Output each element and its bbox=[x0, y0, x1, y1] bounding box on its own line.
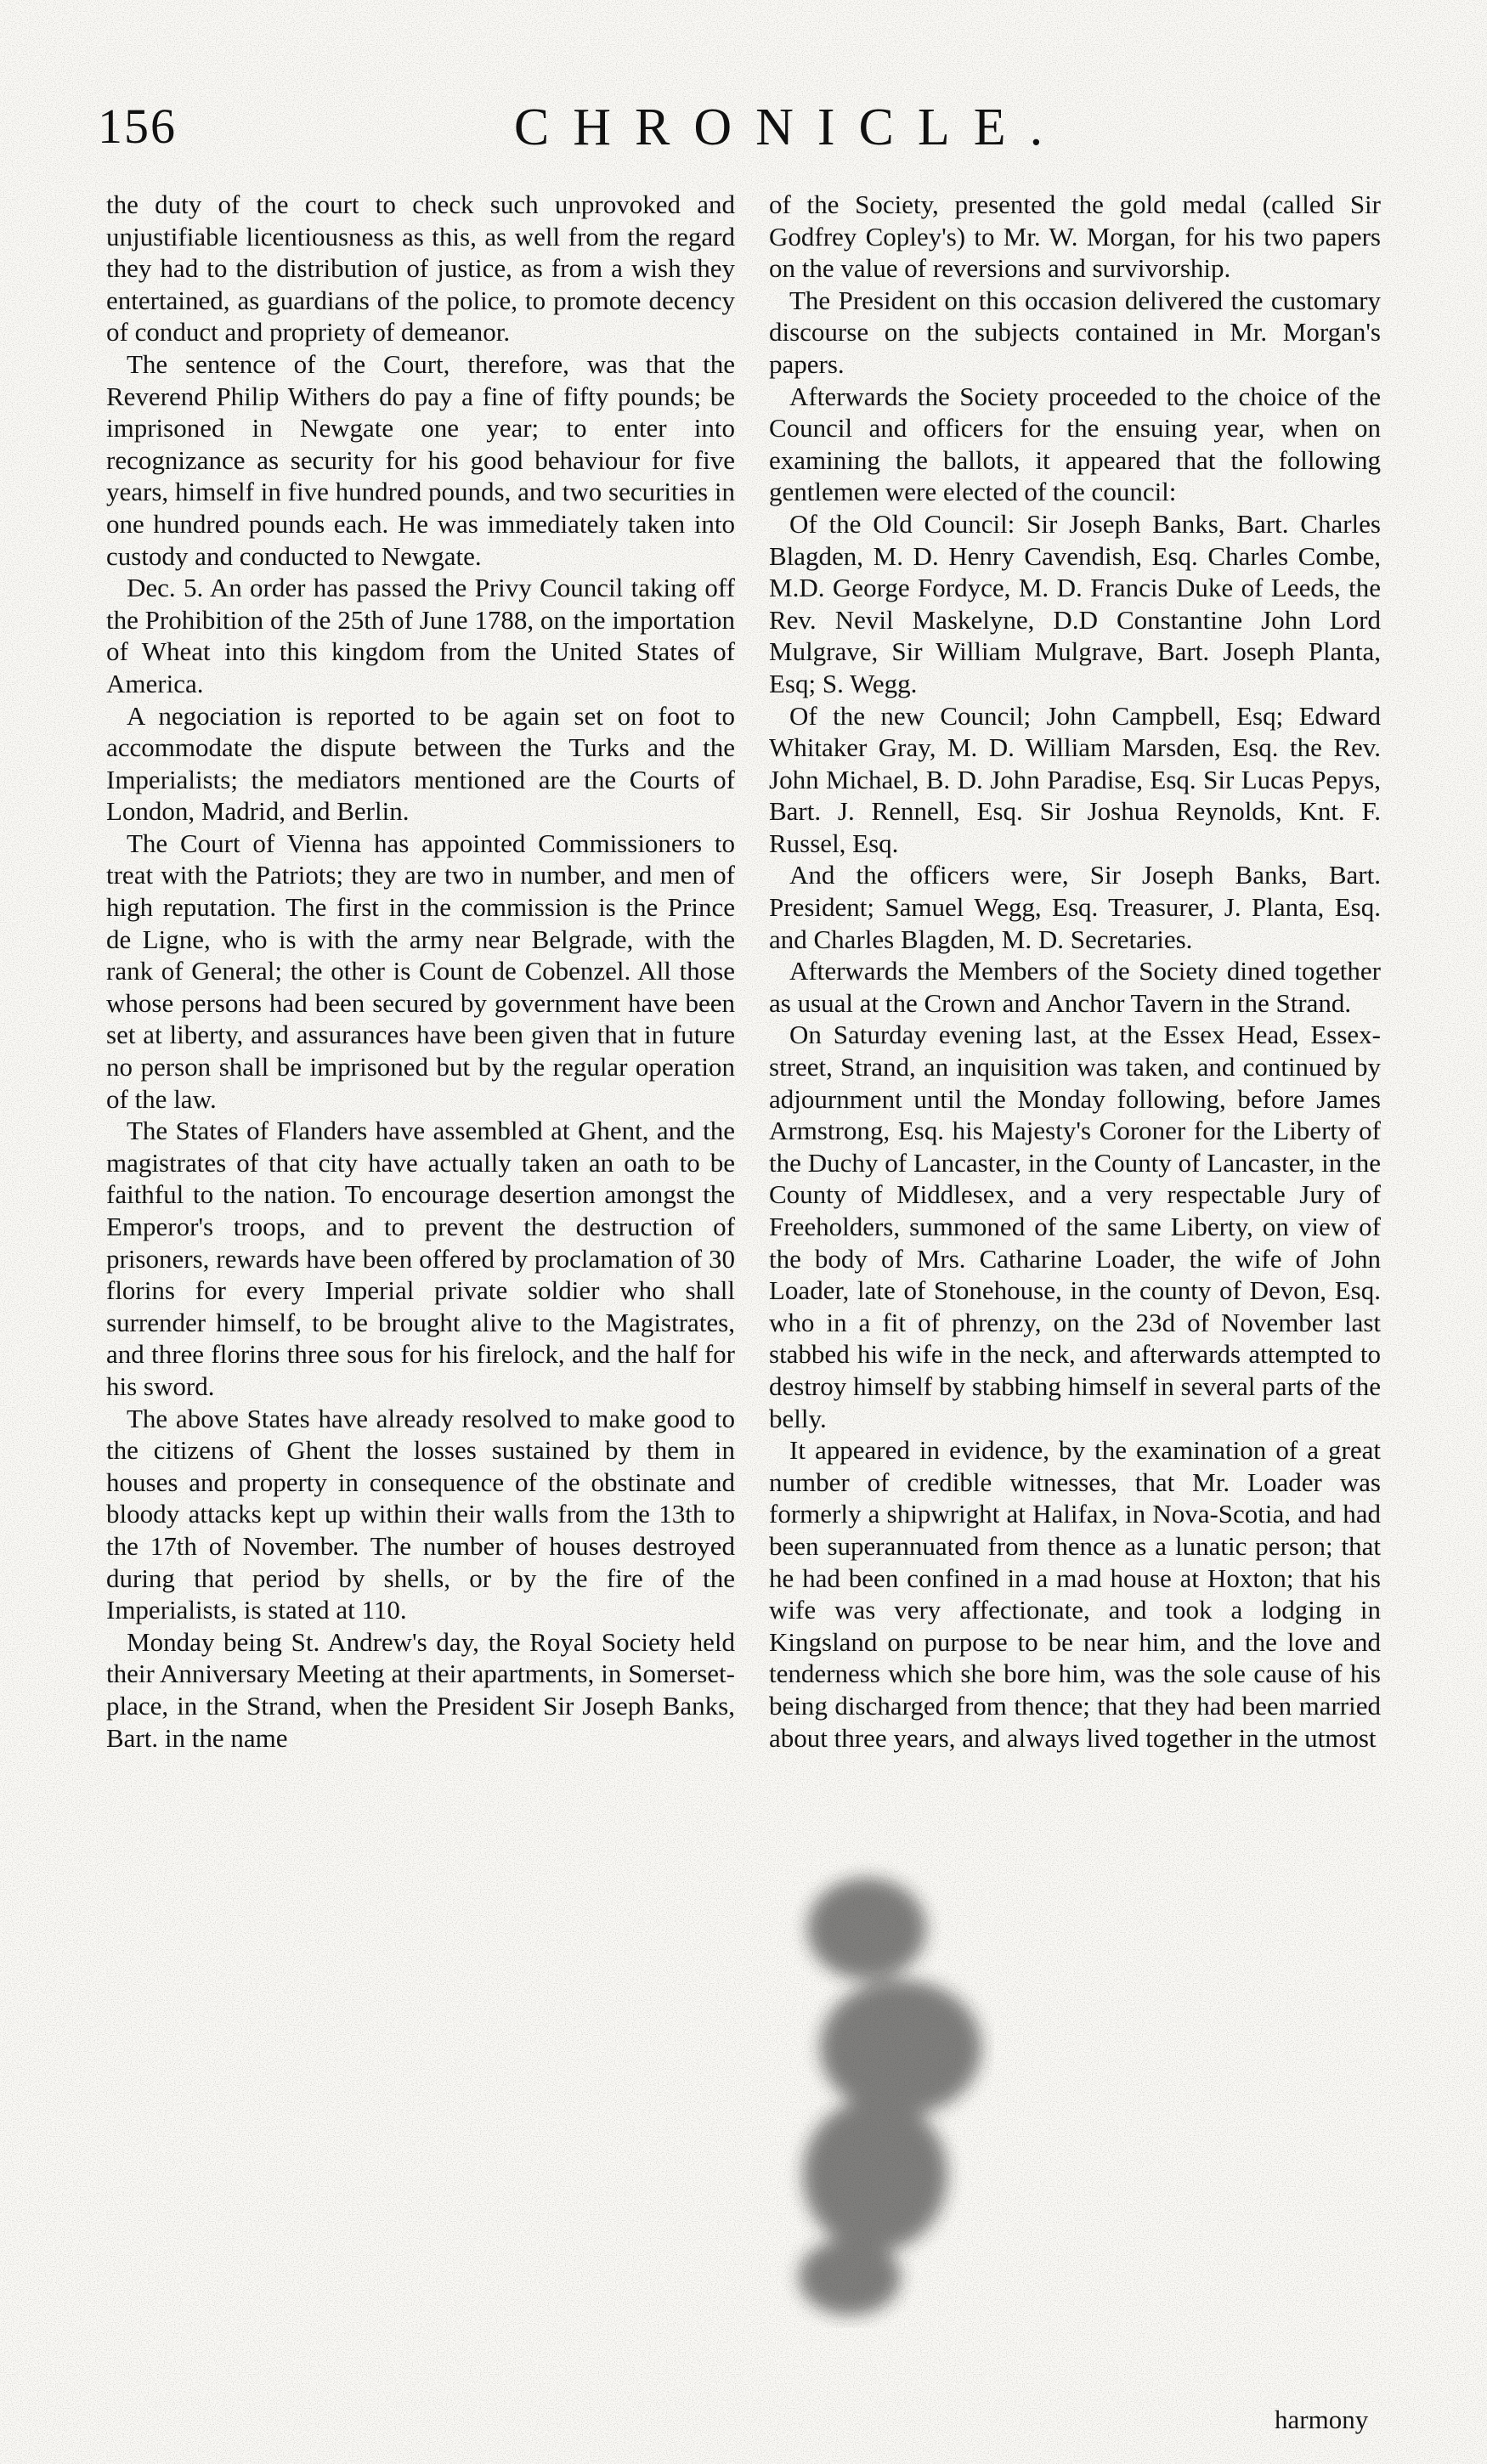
article-paragraph: Afterwards the Society proceeded to the choice of the Council and officers for the ensuing year, when on examining the ballots, it appeared that the following gentlemen were elected of the council: bbox=[769, 381, 1381, 507]
article-paragraph: On Saturday evening last, at the Essex Head, Essex-street, Strand, an inquisition was taken, and continued by adjournment until the Monday following, before James Armstrong, Esq. his Majesty's Coroner for the Liberty of the Duchy of Lancaster, in the County of Lancaster, in the County of Middlesex, and a very respectable Jury of Freeholders, summoned of the same Liberty, on view of the body of Mrs. Catharine Loader, the wife of John Loader, late of Stonehouse, in the county of Devon, Esq. who in a fit of phrenzy, on the 23d of November last stabbed his wife in the neck, and afterwards attempted to destroy himself by stabbing himself in several parts of the belly. bbox=[769, 1020, 1381, 1433]
article-paragraph: Monday being St. Andrew's day, the Royal Society held their Anniversary Meeting at their apartments, in Somerset-place, in the Strand, when the President Sir Joseph Banks, Bart. in the name bbox=[106, 1626, 735, 1753]
article-paragraph: Afterwards the Members of the Society dined together as usual at the Crown and Anchor Tavern in the Strand. bbox=[769, 956, 1381, 1018]
page-number: 156 bbox=[98, 99, 177, 154]
article-paragraph: of the Society, presented the gold medal (called Sir Godfrey Copley's) to Mr. W. Morgan, for his two papers on the value of reversions and survivorship. bbox=[769, 189, 1381, 284]
article-paragraph: The above States have already resolved to make good to the citizens of Ghent the losses sustained by them in houses and property in consequence of the obstinate and bloody attacks kept up within their walls from the 13th to the 17th of November. The number of houses destroyed during that period by shells, or by the fire of the Imperialists, is stated at 110. bbox=[106, 1403, 735, 1625]
article-paragraph: Dec. 5. An order has passed the Privy Council taking off the Prohibition of the 25th of June 1788, on the importation of Wheat into this kingdom from the United States of America. bbox=[106, 573, 735, 698]
article-paragraph: The sentence of the Court, therefore, was that the Reverend Philip Withers do pay a fine of fifty pounds; be imprisoned in Newgate one year; to enter into recognizance as security for his good behaviour for five years, himself in five hundred pounds, and two securities in one hundred pounds each. He was immediately taken into custody and conducted to Newgate. bbox=[106, 348, 735, 571]
article-paragraph: the duty of the court to check such unprovoked and unjustifiable licentiousness as this, as well from the regard they had to the distribution of justice, as from a wish they entertained, as guardians of the police, to promote decency of conduct and propriety of demeanor. bbox=[106, 189, 735, 348]
ink-smudge bbox=[773, 1852, 994, 2328]
right-column bbox=[769, 189, 1381, 1754]
article-paragraph: A negociation is reported to be again set on foot to accommodate the dispute between the Turks and the Imperialists; the mediators mentioned are the Courts of London, Madrid, and Berlin. bbox=[106, 700, 735, 827]
article-paragraph: The Court of Vienna has appointed Commissioners to treat with the Patriots; they are two in number, and men of high reputation. The first in the commission is the Prince de Ligne, who is with the army near Belgrade, with the rank of General; the other is Count de Cobenzel. All those whose persons had been secured by government have been set at liberty, and assurances have been given that in future no person shall be imprisoned but by the regular operation of the law. bbox=[106, 828, 735, 1114]
catchword: harmony bbox=[1275, 2405, 1369, 2434]
running-head: CHRONICLE. bbox=[513, 99, 1067, 156]
article-paragraph: The President on this occasion delivered the customary discourse on the subjects contained in Mr. Morgan's papers. bbox=[769, 285, 1381, 379]
article-paragraph: Of the Old Council: Sir Joseph Banks, Bart. Charles Blagden, M. D. Henry Cavendish, Esq. Charles Combe, M.D. George Fordyce, M. D. Francis Duke of Leeds, the Rev. Nevil Maskelyne, D.D Constantine John Lord Mulgrave, Sir William Mulgrave, Bart. Joseph Planta, Esq; S. Wegg. bbox=[769, 508, 1381, 698]
article-paragraph: And the officers were, Sir Joseph Banks, Bart. President; Samuel Wegg, Esq. Treasurer, J. Planta, Esq. and Charles Blagden, M. D. Secretaries. bbox=[769, 860, 1381, 954]
article-paragraph: It appeared in evidence, by the examination of a great number of credible witnesses, that Mr. Loader was formerly a shipwright at Halifax, in Nova-Scotia, and had been superannuated from thence as a lunatic person; that he had been confined in a mad house at Hoxton; that his wife was very affectionate, and took a lodging in Kingsland on purpose to be near him, and the love and tenderness which she bore him, was the sole cause of his being discharged from thence; that they had been married about three years, and always lived together in the utmost bbox=[769, 1435, 1381, 1753]
article-paragraph: The States of Flanders have assembled at Ghent, and the magistrates of that city have actually taken an oath to be faithful to the nation. To encourage desertion amongst the Emperor's troops, and to prevent the destruction of prisoners, rewards have been offered by proclamation of 30 florins for every Imperial private soldier who shall surrender himself, to be brought alive to the Magistrates, and three florins three sous for his firelock, and the half for his sword. bbox=[106, 1116, 735, 1401]
left-column bbox=[106, 189, 735, 1754]
article-paragraph: Of the new Council; John Campbell, Esq; Edward Whitaker Gray, M. D. William Marsden, Esq. the Rev. John Michael, B. D. John Paradise, Esq. Sir Lucas Pepys, Bart. J. Rennell, Esq. Sir Joshua Reynolds, Knt. F. Russel, Esq. bbox=[769, 700, 1381, 858]
